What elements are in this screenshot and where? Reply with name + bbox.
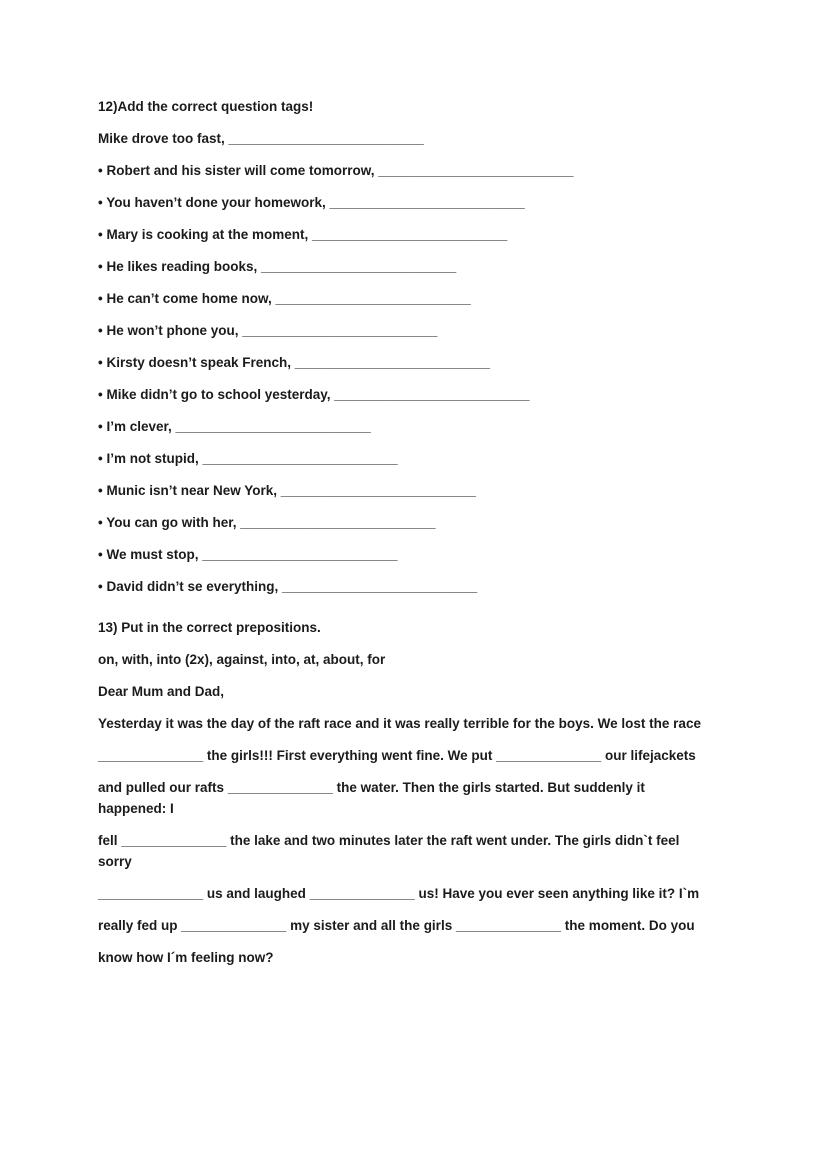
question-tag-line: • You can go with her, __________________________ bbox=[98, 515, 436, 530]
letter-paragraph: ______________ the girls!!! First everything went fine. We put ______________ our lifejackets bbox=[98, 748, 696, 763]
question-tag-line: • I’m not stupid, __________________________ bbox=[98, 451, 398, 466]
letter-paragraph: Yesterday it was the day of the raft race and it was really terrible for the boys. We lost the race bbox=[98, 716, 701, 731]
question-tag-line: • He likes reading books, __________________________ bbox=[98, 259, 457, 274]
exercise-12-section bbox=[98, 96, 758, 597]
question-tag-line: • We must stop, __________________________ bbox=[98, 547, 398, 562]
letter-paragraph: really fed up ______________ my sister and all the girls ______________ the moment. Do you bbox=[98, 918, 695, 933]
letter-paragraph: know how I´m feeling now? bbox=[98, 950, 274, 965]
question-tag-line: • David didn’t se everything, __________________________ bbox=[98, 579, 478, 594]
exercise-13-title: 13) Put in the correct prepositions. bbox=[98, 620, 321, 635]
question-tag-line: • Mary is cooking at the moment, __________________________ bbox=[98, 227, 508, 242]
question-tag-line: • You haven’t done your homework, __________________________ bbox=[98, 195, 525, 210]
exercise-12-title: 12)Add the correct question tags! bbox=[98, 99, 314, 114]
question-tag-list bbox=[98, 128, 758, 597]
question-tag-line: • Kirsty doesn’t speak French, __________________________ bbox=[98, 355, 490, 370]
question-tag-line: • I’m clever, __________________________ bbox=[98, 419, 371, 434]
letter-body bbox=[98, 713, 758, 968]
question-tag-line: • He can’t come home now, __________________________ bbox=[98, 291, 471, 306]
letter-paragraph: fell ______________ the lake and two minutes later the raft went under. The girls didn`t feel sorry bbox=[98, 833, 680, 869]
question-tag-line: • Robert and his sister will come tomorrow, __________________________ bbox=[98, 163, 574, 178]
preposition-word-bank: on, with, into (2x), against, into, at, about, for bbox=[98, 652, 386, 667]
letter-salutation: Dear Mum and Dad, bbox=[98, 684, 225, 699]
question-tag-line: • He won’t phone you, __________________________ bbox=[98, 323, 438, 338]
letter-paragraph: and pulled our rafts ______________ the water. Then the girls started. But suddenly it happened: I bbox=[98, 780, 645, 816]
exercise-13-section bbox=[98, 617, 758, 968]
question-tag-line: • Munic isn’t near New York, __________________________ bbox=[98, 483, 476, 498]
letter-paragraph: ______________ us and laughed ______________ us! Have you ever seen anything like it? I`m bbox=[98, 886, 700, 901]
question-tag-line: • Mike didn’t go to school yesterday, __________________________ bbox=[98, 387, 530, 402]
question-tag-line: Mike drove too fast, __________________________ bbox=[98, 131, 424, 146]
